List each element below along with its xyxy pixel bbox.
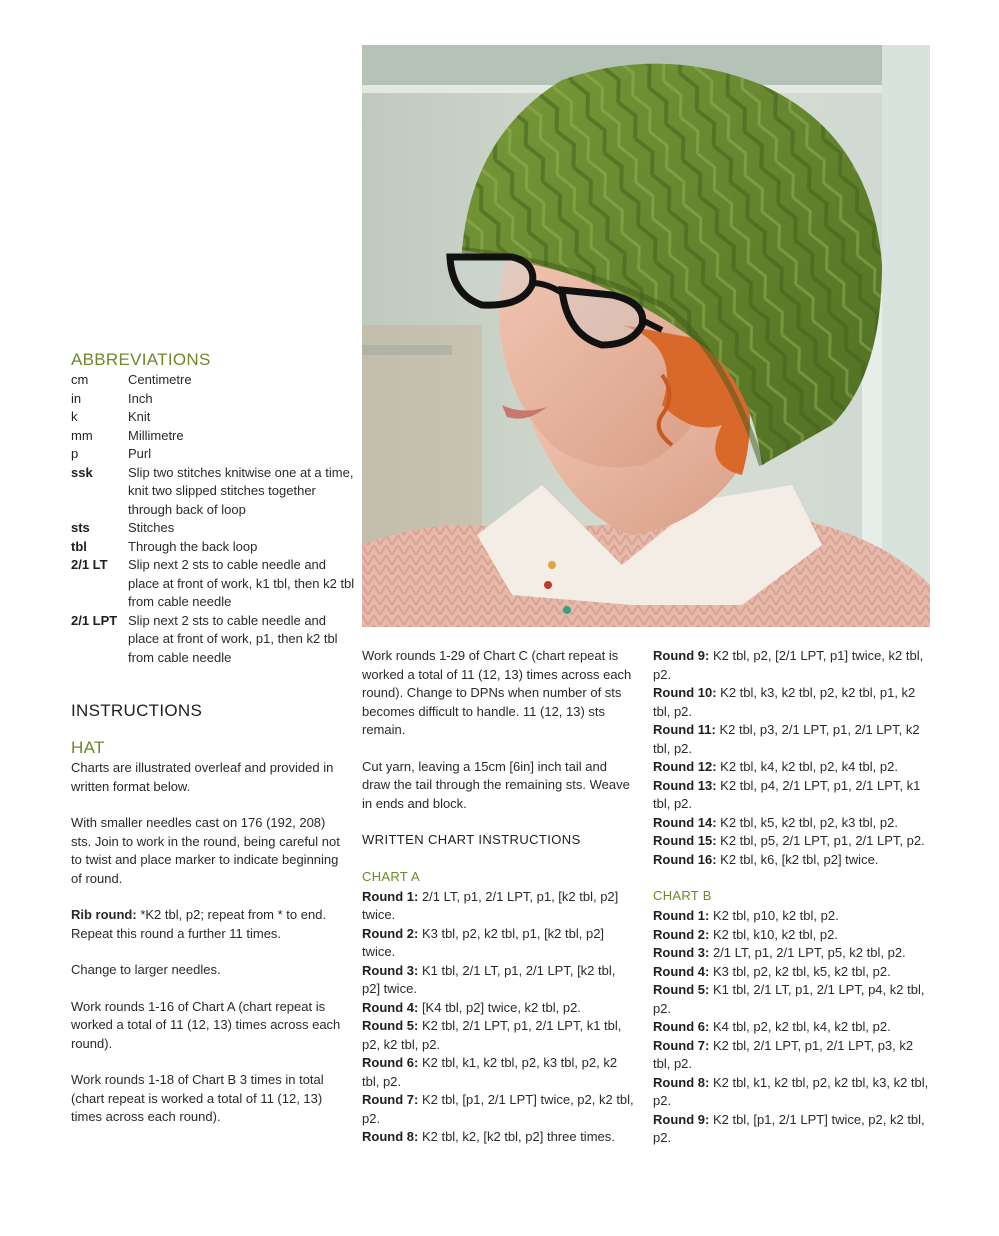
abbreviation-definition: Centimetre — [128, 372, 192, 387]
chart-round — [653, 758, 933, 777]
chart-a-rounds-continued — [653, 647, 933, 869]
round-instructions: K2 tbl, p2, [2/1 LPT, p1] twice, k2 tbl, p2. — [653, 648, 924, 682]
abbreviation-row — [71, 538, 356, 557]
round-instructions: K2 tbl, 2/1 LPT, p1, 2/1 LPT, k1 tbl, p2, k2 tbl, p2. — [362, 1018, 622, 1052]
round-label: Round 13: — [653, 777, 717, 793]
chart-round — [362, 1128, 637, 1147]
abbreviation-row — [71, 556, 356, 612]
chart-round — [653, 1018, 933, 1037]
chart-round — [653, 926, 933, 945]
chart-a-paragraph: Work rounds 1-16 of Chart A (chart repeat is worked a total of 11 (12, 13) times across each round). — [71, 998, 341, 1051]
round-label: Round 4: — [362, 999, 419, 1015]
chart-round — [653, 981, 933, 1018]
round-instructions: K2 tbl, p4, 2/1 LPT, p1, 2/1 LPT, k1 tbl, p2. — [653, 777, 921, 811]
abbreviation-term: tbl — [71, 538, 87, 554]
abbreviation-term: mm — [71, 427, 93, 443]
round-label: Round 7: — [653, 1037, 710, 1053]
hat-title: HAT — [71, 738, 105, 757]
chart-round — [362, 1091, 637, 1128]
abbreviations-title: ABBREVIATIONS — [71, 350, 211, 369]
round-instructions: K2 tbl, p3, 2/1 LPT, p1, 2/1 LPT, k2 tbl, p2. — [653, 722, 920, 756]
round-instructions: K2 tbl, 2/1 LPT, p1, 2/1 LPT, p3, k2 tbl, p2. — [653, 1037, 914, 1071]
round-instructions: K2 tbl, k10, k2 tbl, p2. — [709, 926, 838, 942]
round-label: Round 5: — [362, 1018, 419, 1033]
round-instructions: K2 tbl, [p1, 2/1 LPT] twice, p2, k2 tbl, p2. — [653, 1111, 925, 1145]
abbreviation-term: sts — [71, 520, 90, 535]
abbreviation-term: k — [71, 409, 78, 424]
abbreviation-definition: Purl — [128, 446, 152, 461]
abbreviation-row — [71, 390, 356, 409]
change-needles-paragraph: Change to larger needles. — [71, 962, 221, 977]
abbreviation-definition: Slip next 2 sts to cable needle and place at front of work, p1, then k2 tbl from cable needle — [128, 612, 338, 665]
round-label: Round 11: — [653, 722, 716, 737]
round-instructions: K1 tbl, 2/1 LT, p1, 2/1 LPT, [k2 tbl, p2] twice. — [362, 962, 616, 996]
abbreviation-row — [71, 612, 356, 668]
abbreviation-definition: Knit — [128, 409, 151, 424]
abbreviation-term: ssk — [71, 464, 93, 480]
abbreviation-definition: Slip two stitches knitwise one at a time, knit two slipped stitches together through back of loop — [128, 464, 354, 517]
round-label: Round 9: — [653, 1111, 710, 1127]
chart-round — [362, 1054, 637, 1091]
instructions-title: INSTRUCTIONS — [71, 701, 203, 720]
round-instructions: K2 tbl, p10, k2 tbl, p2. — [709, 908, 839, 923]
chart-c-paragraph: Work rounds 1-29 of Chart C (chart repeat is worked a total of 11 (12, 13) times across each round). Change to DPNs when number of sts becomes difficult to handle. 11 (12, 13) sts remain. — [362, 648, 632, 737]
chart-round — [653, 1074, 933, 1111]
abbreviation-definition: Through the back loop — [128, 538, 258, 554]
finishing-paragraph: Cut yarn, leaving a 15cm [6in] inch tail and draw the tail through the remaining sts. Weave in ends and block. — [362, 758, 630, 811]
round-label: Round 8: — [362, 1129, 419, 1144]
round-instructions: K2 tbl, k4, k2 tbl, p2, k4 tbl, p2. — [716, 759, 898, 774]
round-label: Round 6: — [362, 1055, 419, 1070]
chart-round — [362, 925, 637, 962]
round-label: Round 5: — [653, 982, 710, 997]
chart-round — [653, 832, 933, 851]
chart-round — [653, 721, 933, 758]
abbreviation-term: 2/1 LT — [71, 557, 108, 572]
chart-round — [653, 684, 933, 721]
abbreviation-row — [71, 464, 356, 520]
chart-round — [653, 1037, 933, 1074]
round-label: Round 6: — [653, 1019, 710, 1034]
rib-round-text: *K2 tbl, p2; repeat from * to end. — [136, 907, 327, 922]
chart-round — [653, 647, 933, 684]
abbreviation-row — [71, 408, 356, 427]
round-instructions: K1 tbl, 2/1 LT, p1, 2/1 LPT, p4, k2 tbl, p2. — [653, 982, 925, 1016]
round-label: Round 2: — [653, 926, 710, 942]
chart-round — [653, 1111, 933, 1148]
round-instructions: K3 tbl, p2, k2 tbl, k5, k2 tbl, p2. — [709, 963, 891, 979]
round-label: Round 12: — [653, 759, 717, 774]
instructions-section — [71, 700, 346, 1127]
abbreviation-definition: Stitches — [128, 520, 175, 535]
rib-round-label: Rib round: — [71, 907, 137, 922]
round-label: Round 1: — [362, 888, 419, 904]
round-label: Round 15: — [653, 833, 717, 848]
round-label: Round 7: — [362, 1092, 419, 1107]
abbreviation-definition: Slip next 2 sts to cable needle and place at front of work, k1 tbl, then k2 tbl from cable needle — [128, 557, 355, 609]
round-label: Round 1: — [653, 908, 710, 923]
abbreviations-section — [71, 349, 356, 667]
round-instructions: K2 tbl, k1, k2 tbl, p2, k2 tbl, k3, k2 tbl, p2. — [653, 1074, 929, 1108]
chart-b-rounds — [653, 907, 933, 1148]
round-instructions: 2/1 LT, p1, 2/1 LPT, p1, [k2 tbl, p2] twice. — [362, 888, 619, 922]
abbreviations-list — [71, 371, 356, 667]
rib-round-paragraph — [71, 906, 346, 925]
round-instructions: K2 tbl, k1, k2 tbl, p2, k3 tbl, p2, k2 tbl, p2. — [362, 1055, 618, 1089]
chart-b-paragraph: Work rounds 1-18 of Chart B 3 times in total (chart repeat is worked a total of 11 (12, 13) times across each round). — [71, 1072, 324, 1124]
round-instructions: K2 tbl, [p1, 2/1 LPT] twice, p2, k2 tbl, p2. — [362, 1092, 634, 1126]
abbreviation-definition: Millimetre — [128, 427, 184, 443]
round-label: Round 14: — [653, 814, 717, 830]
abbreviation-term: cm — [71, 372, 89, 387]
abbreviation-row — [71, 445, 356, 464]
round-label: Round 2: — [362, 925, 419, 941]
hat-photo — [362, 45, 930, 627]
round-label: Round 8: — [653, 1074, 710, 1090]
chart-a-title: CHART A — [362, 868, 420, 884]
abbreviation-row — [71, 519, 356, 538]
round-instructions: K2 tbl, k3, k2 tbl, p2, k2 tbl, p1, k2 tbl, p2. — [653, 685, 916, 719]
abbreviation-row — [71, 427, 356, 446]
abbreviation-row — [71, 371, 356, 390]
written-chart-title: WRITTEN CHART INSTRUCTIONS — [362, 832, 581, 847]
round-label: Round 4: — [653, 963, 710, 979]
round-instructions: K4 tbl, p2, k2 tbl, k4, k2 tbl, p2. — [709, 1019, 891, 1034]
chart-round — [653, 814, 933, 833]
chart-round — [362, 999, 637, 1018]
round-instructions: K2 tbl, p5, 2/1 LPT, p1, 2/1 LPT, p2. — [716, 833, 925, 848]
hat-photo-illustration — [362, 45, 930, 627]
round-instructions: K2 tbl, k5, k2 tbl, p2, k3 tbl, p2. — [716, 814, 898, 830]
round-label: Round 3: — [653, 945, 710, 960]
round-label: Round 3: — [362, 962, 419, 978]
round-instructions: 2/1 LT, p1, 2/1 LPT, p5, k2 tbl, p2. — [709, 945, 906, 960]
round-label: Round 9: — [653, 648, 710, 663]
chart-round — [653, 907, 933, 926]
chart-round — [362, 888, 637, 925]
chart-round — [653, 963, 933, 982]
chart-b-title: CHART B — [653, 888, 712, 903]
chart-a-rounds — [362, 888, 637, 1147]
hat-intro-paragraph: Charts are illustrated overleaf and provided in written format below. — [71, 760, 334, 794]
round-instructions: K2 tbl, k6, [k2 tbl, p2] twice. — [716, 851, 879, 867]
chart-round — [653, 944, 933, 963]
round-label: Round 10: — [653, 685, 717, 700]
chart-round — [653, 777, 933, 814]
middle-column — [362, 647, 637, 1147]
round-instructions: K3 tbl, p2, k2 tbl, p1, [k2 tbl, p2] twice. — [362, 925, 605, 959]
round-instructions: [K4 tbl, p2] twice, k2 tbl, p2. — [418, 999, 581, 1015]
abbreviation-term: in — [71, 390, 82, 406]
rib-repeat-text: Repeat this round a further 11 times. — [71, 925, 282, 941]
round-instructions: K2 tbl, k2, [k2 tbl, p2] three times. — [418, 1129, 615, 1144]
abbreviation-term: 2/1 LPT — [71, 612, 118, 628]
chart-round — [653, 851, 933, 870]
chart-round — [362, 962, 637, 999]
round-label: Round 16: — [653, 851, 717, 867]
chart-round — [362, 1017, 637, 1054]
abbreviation-definition: Inch — [128, 390, 153, 406]
abbreviation-term: p — [71, 446, 79, 461]
cast-on-paragraph: With smaller needles cast on 176 (192, 208) sts. Join to work in the round, being careful not to twist and place marker to indicate beginning of round. — [71, 815, 340, 886]
right-column — [653, 647, 933, 1148]
